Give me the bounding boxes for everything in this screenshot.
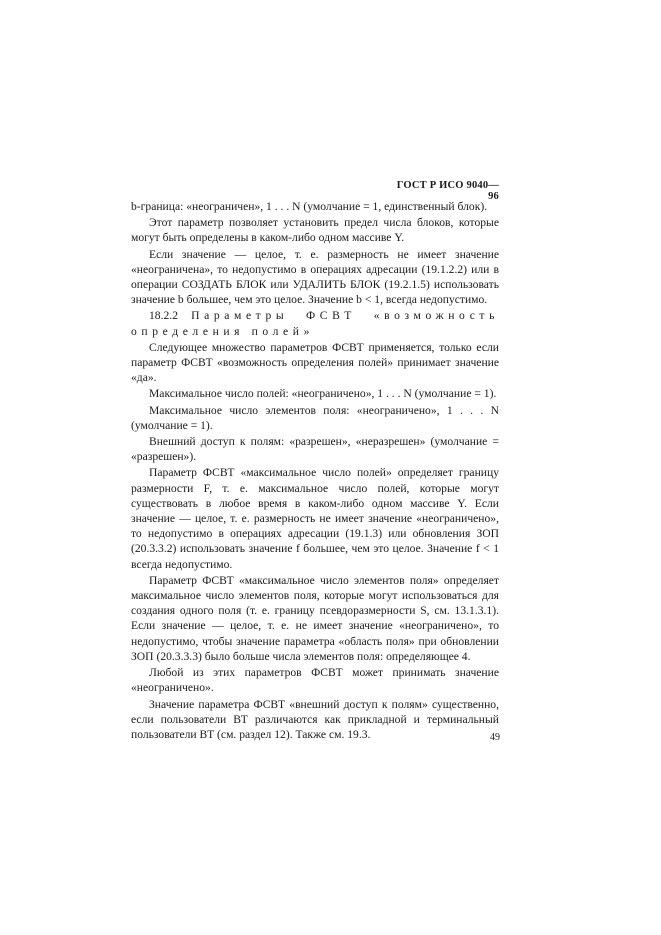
document-body bbox=[131, 199, 499, 743]
paragraph-block-limit: Этот параметр позволяет установить предел числа блоков, которые могут быть определены в каком-либо одном массиве Y. bbox=[131, 216, 499, 245]
paragraph-external-access-value: Значение параметра ФСВТ «внешний доступ к полям» существенно, если пользователи ВТ различаются как прикладной и терминальный пользователи ВТ (см. раздел 12). Также см. 19.3. bbox=[131, 697, 499, 741]
paragraph-max-fields: Максимальное число полей: «неограничено», 1 . . . N (умолчание = 1). bbox=[149, 387, 497, 401]
page-number: 49 bbox=[490, 732, 500, 743]
paragraph-max-fields-definition: Параметр ФСВТ «максимальное число полей» определяет границу размерности F, т. е. максимальное число полей, которые могут существовать в любое время в каком-либо одном массиве Y. Если значение — целое, т. е. размерность не имеет значение «неограничено», то недопустимо в операциях адресации (19.1.3) или обновления ЗОП (20.3.3.2) использовать значение f большее, чем это целое. Значение f < 1 всегда недопустимо. bbox=[131, 466, 499, 571]
paragraph-parameter-set: Следующее множество параметров ФСВТ применяется, только если параметр ФСВТ «возможность определения полей» принимает значение «да». bbox=[131, 340, 499, 385]
section-title: Параметры ФСВТ «возможность определения полей» bbox=[131, 309, 499, 338]
paragraph-max-elements-definition: Параметр ФСВТ «максимальное число элементов поля» определяет максимальное число элементов поля, которые могут использоваться для создания одного поля (т. е. границу псевдоразмерности S, см. 13.1.3.1). Если значение — целое, т. е. не имеет значение «неограничено», то недопустимо, чтобы значение параметра «область поля» при обновлении ЗОП (20.3.3.3) было больше числа элементов поля: определяющее 4. bbox=[131, 573, 499, 663]
paragraph-unlimited: Любой из этих параметров ФСВТ может принимать значение «неограничено». bbox=[131, 666, 499, 695]
paragraph-integer-value: Если значение — целое, т. е. размерность не имеет значение «неограничена», то недопустимо в операциях адресации (19.1.2.2) или в операции СОЗДАТЬ БЛОК или УДАЛИТЬ БЛОК (19.2.1.5) использовать значение b большее, чем это целое. Значение b < 1, всегда недопустимо. bbox=[131, 247, 499, 307]
paragraph-b-bound: b-граница: «неограничен», 1 . . . N (умолчание = 1, единственный блок). bbox=[131, 200, 488, 213]
section-heading bbox=[131, 308, 499, 338]
section-number: 18.2.2 bbox=[149, 309, 178, 323]
paragraph-external-access: Внешний доступ к полям: «разрешен», «неразрешен» (умолчание = «разрешен»). bbox=[131, 435, 499, 464]
paragraph-max-field-elements: Максимальное число элементов поля: «неограничено», 1 . . . N (умолчание = 1). bbox=[131, 403, 499, 432]
document-header: ГОСТ Р ИСО 9040—96 bbox=[396, 180, 499, 202]
